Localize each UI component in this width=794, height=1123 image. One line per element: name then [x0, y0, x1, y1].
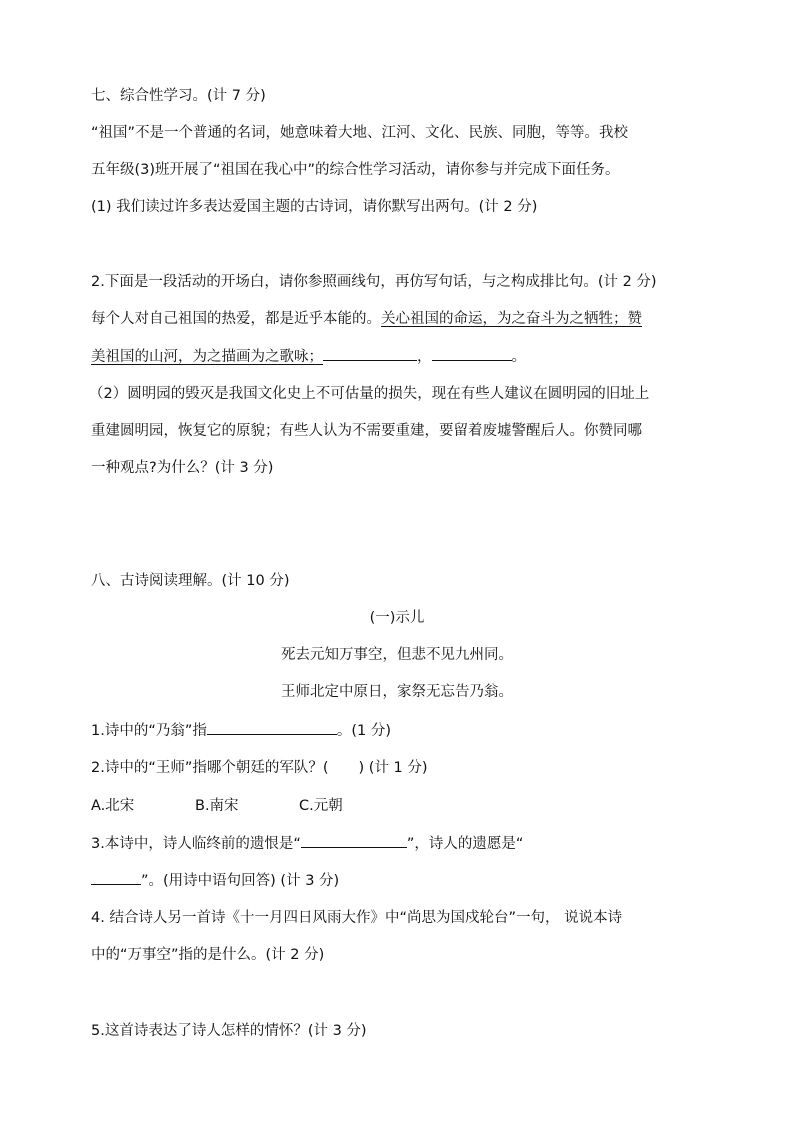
q2-answer-blank-1[interactable] [323, 346, 417, 361]
s8-q2-prefix: 2.诗中的“王师”指哪个朝廷的军队？( [91, 760, 329, 776]
section8-question-2-options [91, 796, 343, 816]
s8-q2-suffix: ) (计 1 分) [358, 760, 428, 776]
section8-question-2 [91, 758, 428, 778]
s8-q1-answer-blank[interactable] [207, 720, 337, 735]
poem-line-1: 死去元知万事空，但悲不见九州同。 [281, 647, 513, 663]
section8-question-3-line1 [91, 833, 523, 854]
option-b[interactable]: B.南宋 [195, 798, 239, 814]
section7-question-2-line1 [91, 309, 642, 329]
section8-question-4-line2: 中的“万事空”指的是什么。(计 2 分) [91, 947, 325, 963]
section8-question-3-line2 [91, 870, 339, 891]
poem-line-2: 王师北定中原日，家祭无忘告乃翁。 [281, 684, 513, 700]
s8-q1-suffix: 。(1 分) [336, 723, 392, 739]
s8-q3-answer-blank-2[interactable] [91, 870, 141, 885]
s8-q3-answer-blank-1[interactable] [301, 833, 407, 848]
poem-title: (一)示儿 [369, 610, 425, 626]
section7-question-3-line3: 一种观点?为什么？(计 3 分) [91, 460, 274, 476]
q2-separator: ， [417, 349, 432, 365]
option-a[interactable]: A.北宋 [91, 798, 135, 814]
s8-q3-prefix: 3.本诗中，诗人临终前的遗恨是“ [91, 836, 301, 852]
section7-question-3-line2: 重建圆明园，恢复它的原貌；有些人认为不需要重建，要留着废墟警醒后人。你赞同哪 [91, 423, 642, 439]
s8-q3-suffix: ”。(用诗中语句回答) (计 3 分) [141, 873, 340, 889]
q2-prefix-text: 每个人对自己祖国的热爱，都是近乎本能的。 [91, 311, 381, 327]
section7-intro-line1: “祖国”不是一个普通的名词，她意味着大地、江河、文化、民族、同胞，等等。我校 [91, 125, 629, 141]
section7-title: 七、综合性学习。(计 7 分) [91, 88, 266, 104]
s8-q1-prefix: 1.诗中的“乃翁”指 [91, 723, 207, 739]
q2-answer-blank-2[interactable] [432, 346, 512, 361]
q2-underlined-sentence-part2: 美祖国的山河，为之描画为之歌咏； [91, 349, 323, 365]
section7-question-3-line1: （2）圆明园的毁灭是我国文化史上不可估量的损失，现在有些人建议在圆明园的旧址上 [89, 386, 650, 402]
section8-title: 八、古诗阅读理解。(计 10 分) [91, 573, 290, 589]
section7-question-2-line2 [91, 346, 526, 367]
section7-intro-line2: 五年级(3)班开展了“祖国在我心中”的综合性学习活动，请你参与并完成下面任务。 [91, 162, 620, 178]
section8-question-4-line1: 4. 结合诗人另一首诗《十一月四日风雨大作》中“尚思为国戍轮台”一句， 说说本诗 [91, 910, 623, 926]
s8-q3-mid: ”，诗人的遗愿是“ [406, 836, 524, 852]
section7-question-1: (1) 我们读过许多表达爱国主题的古诗词，请你默写出两句。(计 2 分) [91, 199, 538, 215]
option-c[interactable]: C.元朝 [299, 798, 343, 814]
section8-question-5: 5.这首诗表达了诗人怎样的情怀？(计 3 分) [91, 1023, 367, 1039]
section8-question-1 [91, 720, 391, 741]
section7-question-2-title: 2.下面是一段活动的开场白，请你参照画线句，再仿写句话，与之构成排比句。(计 2 分) [91, 274, 657, 290]
q2-end-punct: 。 [511, 349, 526, 365]
q2-underlined-sentence-part1: 关心祖国的命运，为之奋斗为之牺牲；赞 [381, 311, 642, 327]
